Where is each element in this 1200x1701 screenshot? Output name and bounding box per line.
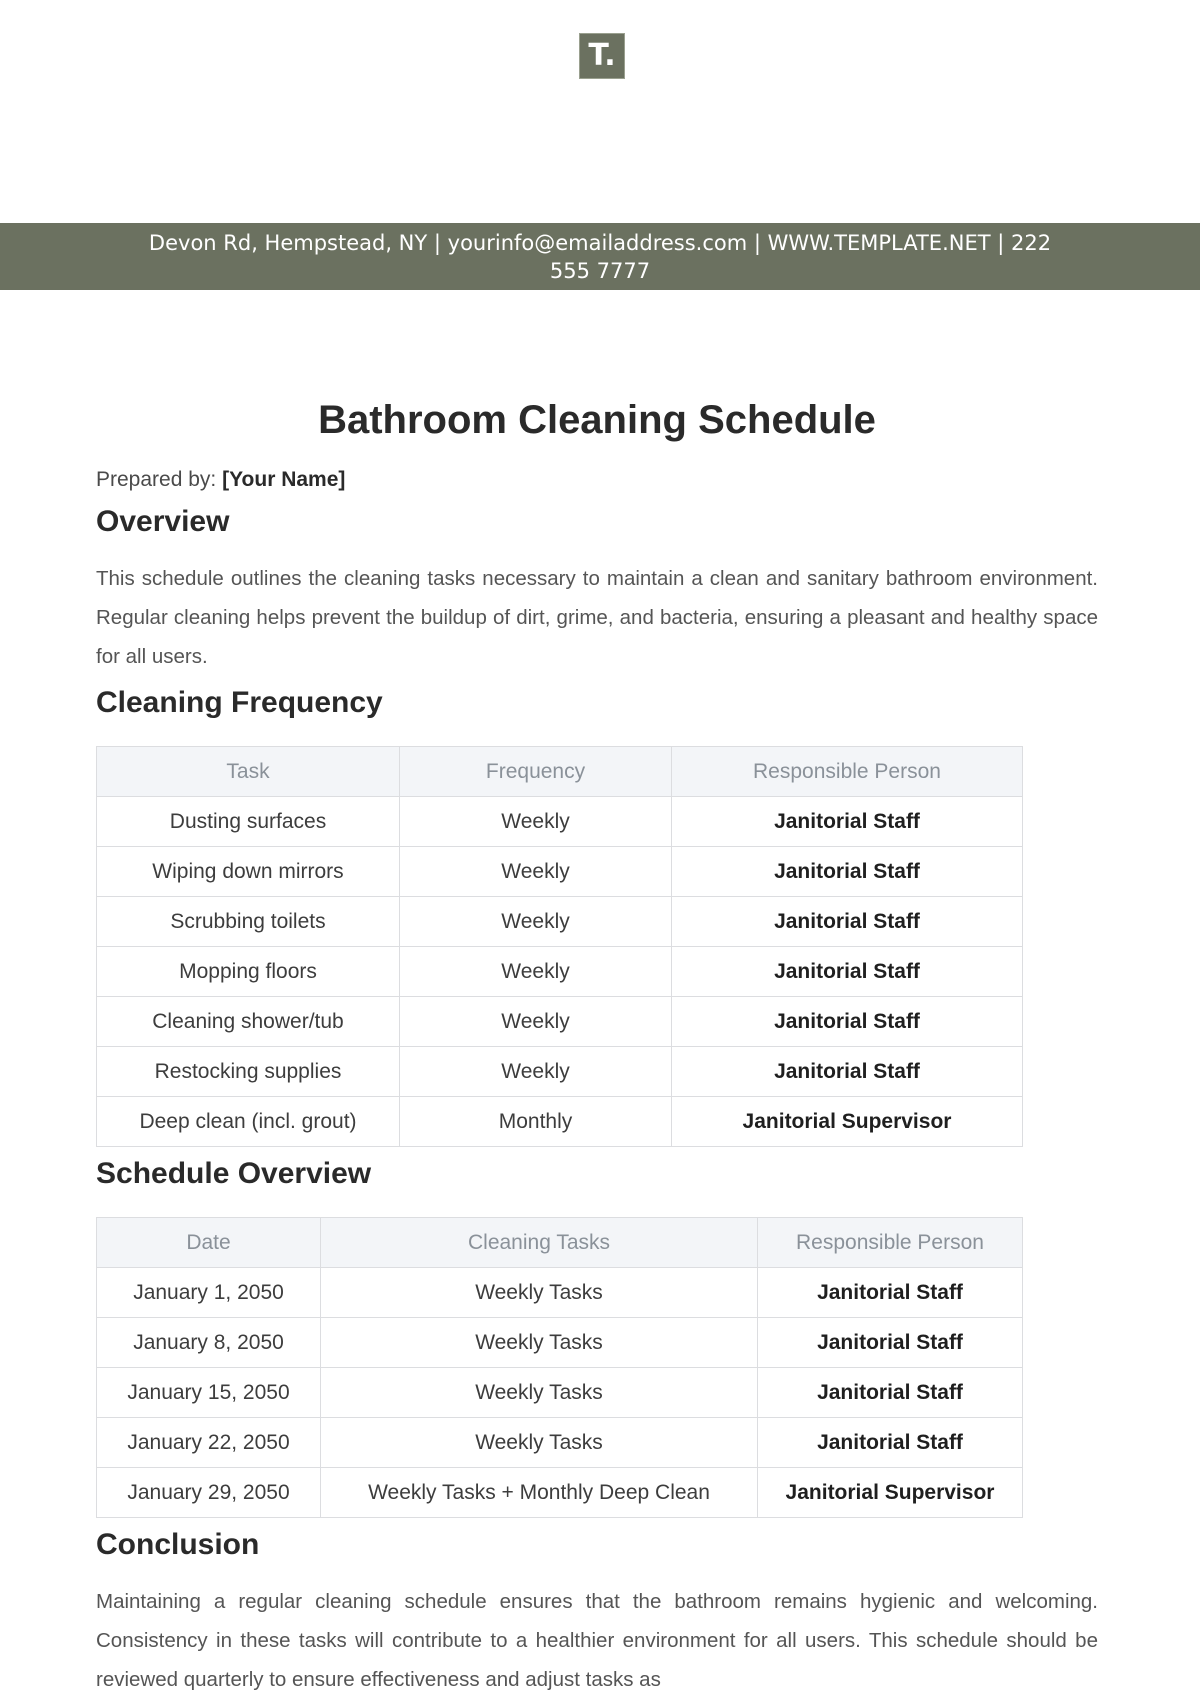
date-cell: January 8, 2050 bbox=[97, 1318, 321, 1368]
table-row bbox=[97, 847, 1023, 897]
contact-banner bbox=[0, 223, 1200, 290]
frequency-cell: Weekly bbox=[400, 897, 672, 947]
responsible-cell: Janitorial Staff bbox=[672, 1047, 1023, 1097]
column-header-cleaning-tasks: Cleaning Tasks bbox=[321, 1218, 758, 1268]
tasks-cell: Weekly Tasks bbox=[321, 1368, 758, 1418]
table-row bbox=[97, 1468, 1023, 1518]
tasks-cell: Weekly Tasks bbox=[321, 1268, 758, 1318]
date-cell: January 15, 2050 bbox=[97, 1368, 321, 1418]
table-row bbox=[97, 1097, 1023, 1147]
frequency-cell: Weekly bbox=[400, 997, 672, 1047]
table-row bbox=[97, 1047, 1023, 1097]
task-cell: Dusting surfaces bbox=[97, 797, 400, 847]
overview-text: This schedule outlines the cleaning tasks necessary to maintain a clean and sanitary bathroom environment. Regular cleaning helps prevent the buildup of dirt, grime, and bacteria, ensuring a pleasant and healthy space for all users. bbox=[96, 567, 1098, 668]
tasks-cell: Weekly Tasks bbox=[321, 1418, 758, 1468]
responsible-cell: Janitorial Staff bbox=[672, 897, 1023, 947]
schedule-table bbox=[96, 1217, 1023, 1518]
prepared-by-label: Prepared by: bbox=[96, 468, 217, 491]
prepared-by bbox=[96, 465, 1098, 495]
table-row bbox=[97, 1268, 1023, 1318]
column-header-task: Task bbox=[97, 747, 400, 797]
table-row bbox=[97, 1318, 1023, 1368]
conclusion-heading: Conclusion bbox=[96, 1528, 260, 1561]
responsible-cell: Janitorial Staff bbox=[758, 1318, 1023, 1368]
frequency-cell: Weekly bbox=[400, 947, 672, 997]
date-cell: January 22, 2050 bbox=[97, 1418, 321, 1468]
task-cell: Mopping floors bbox=[97, 947, 400, 997]
table-row bbox=[97, 947, 1023, 997]
responsible-cell: Janitorial Staff bbox=[758, 1368, 1023, 1418]
conclusion-text: Maintaining a regular cleaning schedule ensures that the bathroom remains hygienic and welcoming. Consistency in these tasks will contribute to a healthier environment for all users. This schedule should be reviewed quarterly to ensure effectiveness and adjust tasks as bbox=[96, 1590, 1098, 1691]
responsible-cell: Janitorial Staff bbox=[758, 1268, 1023, 1318]
date-cell: January 1, 2050 bbox=[97, 1268, 321, 1318]
table-header-row bbox=[97, 1218, 1023, 1268]
frequency-cell: Monthly bbox=[400, 1097, 672, 1147]
responsible-cell: Janitorial Staff bbox=[672, 947, 1023, 997]
document-body bbox=[96, 395, 1098, 1699]
task-cell: Scrubbing toilets bbox=[97, 897, 400, 947]
responsible-cell: Janitorial Supervisor bbox=[672, 1097, 1023, 1147]
table-row bbox=[97, 997, 1023, 1047]
column-header-responsible: Responsible Person bbox=[758, 1218, 1023, 1268]
table-row bbox=[97, 797, 1023, 847]
table-row bbox=[97, 1368, 1023, 1418]
frequency-cell: Weekly bbox=[400, 847, 672, 897]
task-cell: Wiping down mirrors bbox=[97, 847, 400, 897]
table-row bbox=[97, 1418, 1023, 1468]
responsible-cell: Janitorial Staff bbox=[758, 1418, 1023, 1468]
responsible-cell: Janitorial Staff bbox=[672, 997, 1023, 1047]
task-cell: Deep clean (incl. grout) bbox=[97, 1097, 400, 1147]
responsible-cell: Janitorial Supervisor bbox=[758, 1468, 1023, 1518]
frequency-heading: Cleaning Frequency bbox=[96, 686, 383, 719]
table-row bbox=[97, 897, 1023, 947]
responsible-cell: Janitorial Staff bbox=[672, 797, 1023, 847]
overview-heading: Overview bbox=[96, 505, 230, 538]
tasks-cell: Weekly Tasks bbox=[321, 1318, 758, 1368]
frequency-cell: Weekly bbox=[400, 1047, 672, 1097]
document-title: Bathroom Cleaning Schedule bbox=[318, 398, 876, 442]
tasks-cell: Weekly Tasks + Monthly Deep Clean bbox=[321, 1468, 758, 1518]
responsible-cell: Janitorial Staff bbox=[672, 847, 1023, 897]
column-header-responsible: Responsible Person bbox=[672, 747, 1023, 797]
schedule-heading: Schedule Overview bbox=[96, 1157, 372, 1190]
prepared-by-value: [Your Name] bbox=[222, 468, 346, 491]
frequency-table bbox=[96, 746, 1023, 1147]
date-cell: January 29, 2050 bbox=[97, 1468, 321, 1518]
task-cell: Restocking supplies bbox=[97, 1047, 400, 1097]
column-header-frequency: Frequency bbox=[400, 747, 672, 797]
column-header-date: Date bbox=[97, 1218, 321, 1268]
brand-logo: T. bbox=[579, 33, 625, 79]
task-cell: Cleaning shower/tub bbox=[97, 997, 400, 1047]
table-header-row bbox=[97, 747, 1023, 797]
frequency-cell: Weekly bbox=[400, 797, 672, 847]
contact-info: Devon Rd, Hempstead, NY | yourinfo@emailaddress.com | WWW.TEMPLATE.NET | 222 555 7777 bbox=[148, 230, 1052, 283]
